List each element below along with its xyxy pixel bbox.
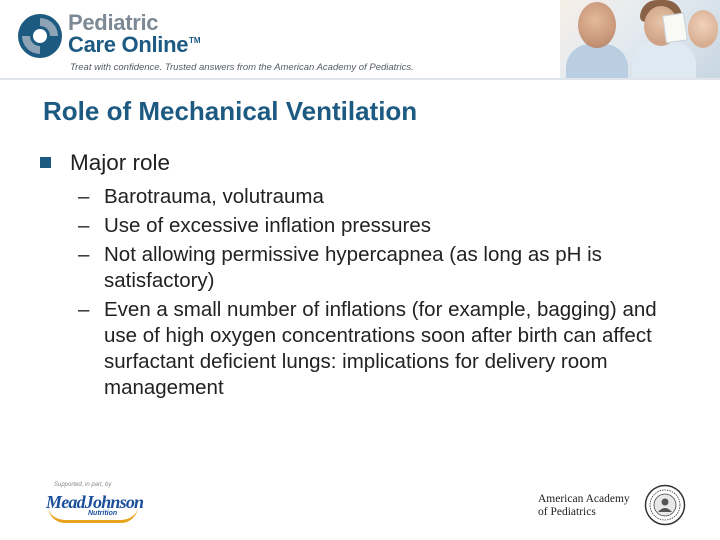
sponsor-name: MeadJohnson — [46, 492, 144, 512]
subitem — [40, 213, 679, 239]
dash-marker: – — [78, 185, 90, 208]
subitem-text: Even a small number of inflations (for example, bagging) and use of high oxygen concentrations soon after birth can affect surfactant deficient lungs: implications for delivery room management — [104, 298, 657, 399]
bullet-major-role — [40, 148, 690, 178]
dash-marker: – — [78, 298, 90, 321]
sponsor-subtitle: Nutrition — [88, 510, 118, 517]
supported-by-text: Supported, in part, by — [54, 482, 112, 488]
dash-marker: – — [78, 243, 90, 266]
dash-marker: – — [78, 214, 90, 237]
square-bullet-icon — [40, 157, 51, 168]
subitem — [40, 297, 679, 401]
subitem-text: Not allowing permissive hypercapnea (as long as pH is satisfactory) — [104, 243, 602, 292]
subitem — [40, 242, 679, 294]
aap-line2: of Pediatrics — [538, 506, 596, 518]
clinicians-photo — [560, 0, 720, 80]
pediatric-care-online-logo-icon — [16, 12, 64, 60]
bullet-text: Major role — [70, 150, 171, 175]
slide-title: Role of Mechanical Ventilation — [43, 96, 418, 126]
subitem-text: Use of excessive inflation pressures — [104, 214, 432, 237]
header-banner — [0, 0, 720, 80]
aap-line1: American Academy — [538, 493, 630, 505]
brand-name-line1: Pediatric — [68, 10, 159, 35]
brand-name-line2: Care Online — [68, 32, 189, 57]
aap-seal-icon — [644, 484, 686, 526]
slide-content — [40, 148, 690, 401]
subitem-text: Barotrauma, volutrauma — [104, 185, 324, 208]
sponsor-logo — [46, 482, 156, 526]
subitem — [40, 184, 679, 210]
aap-logo-text — [538, 493, 630, 519]
header-divider — [0, 78, 720, 80]
trademark-mark: TM — [189, 36, 201, 45]
tagline: Treat with confidence. Trusted answers from the American Academy of Pediatrics. — [70, 62, 414, 73]
